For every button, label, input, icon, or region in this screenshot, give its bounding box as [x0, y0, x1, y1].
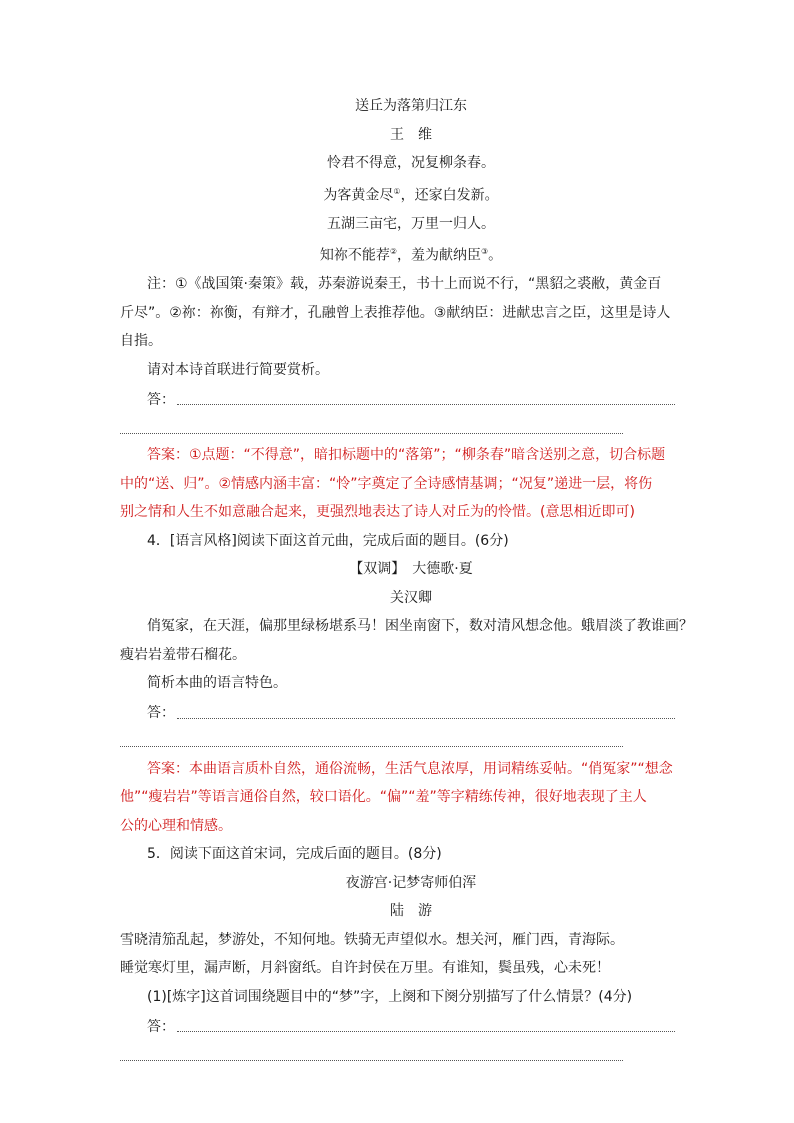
answer-line[interactable]: [147, 1011, 675, 1040]
note-line: 注：①《战国策·秦策》载，苏秦游说秦王，书十上而说不行，“黑貂之裘敝，黄金百: [147, 276, 662, 293]
answer-text: 别之情和人生不如意融合起来，更强烈地表达了诗人对丘为的怜惜。(意思相近即可): [120, 504, 635, 521]
question-text: (1)[炼字]这首词围绕题目中的“梦”字，上阕和下阕分别描写了什么情景？(4分): [147, 988, 633, 1005]
poem-line: 为客黄金尽①，还家白发新。: [323, 186, 499, 204]
poem-line: 知祢不能荐②，羞为献纳臣③。: [319, 247, 503, 264]
answer-blank: [120, 421, 623, 434]
footnote-mark: ①: [393, 186, 401, 196]
answer-blank: [177, 1019, 675, 1032]
qu-title: 【双调】 大德歌·夏: [349, 561, 473, 578]
answer-line-2[interactable]: [120, 726, 675, 755]
answer-text: 答案：本曲语言质朴自然，通俗流畅，生活气息浓厚，用词精练妥帖。“俏冤家”“想念: [147, 760, 673, 777]
document-content: [120, 92, 693, 1068]
poem-author: 王 维: [390, 126, 432, 143]
answer-line[interactable]: [147, 384, 675, 413]
answer-label: 答：: [147, 1018, 175, 1035]
question-text: 请对本诗首联进行简要赏析。: [147, 361, 329, 378]
qu-author: 关汉卿: [390, 589, 432, 606]
question-heading: 4．[语言风格]阅读下面这首元曲，完成后面的题目。(6分): [147, 532, 509, 549]
footnote-mark: ③: [481, 247, 489, 257]
question-text: 简析本曲的语言特色。: [147, 675, 287, 692]
answer-text: 他”“瘦岩岩”等语言通俗自然，较口语化。“偏”“羞”等字精练传神，很好地表现了主人: [120, 789, 647, 806]
answer-text: 答案：①点题：“不得意”，暗扣标题中的“落第”；“柳条春”暗含送别之意，切合标题: [147, 447, 666, 464]
ci-author: 陆 游: [390, 903, 432, 920]
answer-line-2[interactable]: [120, 413, 675, 442]
answer-label: 答：: [147, 391, 175, 408]
answer-line-2[interactable]: [120, 1040, 675, 1069]
poem-line: 怜君不得意，况复柳条春。: [327, 155, 495, 171]
answer-text: 中的“送、归”。②情感内涵丰富：“怜”字奠定了全诗感情基调；“况复”递进一层，将伤: [120, 475, 653, 492]
note-line: 斤尽”。②祢：祢衡，有辩才，孔融曾上表推荐他。③献纳臣：进献忠言之臣，这里是诗人: [120, 304, 671, 321]
qu-line: 瘦岩岩羞带石榴花。: [120, 646, 246, 663]
answer-label: 答：: [147, 705, 175, 722]
poem-line: 五湖三亩宅，万里一归人。: [327, 215, 495, 232]
footnote-mark: ②: [389, 247, 397, 257]
note-line: 自指。: [120, 333, 162, 350]
answer-line[interactable]: [147, 698, 675, 727]
ci-title: 夜游宫·记梦寄师伯浑: [345, 874, 477, 891]
answer-text: 公的心理和情感。: [120, 817, 232, 834]
poem-title: 送丘为落第归江东: [355, 98, 467, 114]
qu-line: 俏冤家，在天涯，偏那里绿杨堪系马！困坐南窗下，数对清风想念他。蛾眉淡了教谁画？: [147, 618, 693, 635]
answer-blank: [177, 706, 675, 719]
answer-blank: [120, 1048, 623, 1061]
ci-line: 雪晓清笳乱起，梦游处，不知何地。铁骑无声望似水。想关河，雁门西，青海际。: [120, 931, 624, 948]
answer-blank: [120, 734, 623, 747]
question-heading: 5．阅读下面这首宋词，完成后面的题目。(8分): [147, 846, 442, 863]
ci-line: 睡觉寒灯里，漏声断，月斜窗纸。自许封侯在万里。有谁知，鬓虽残，心未死！: [120, 960, 610, 977]
answer-blank: [177, 392, 675, 405]
